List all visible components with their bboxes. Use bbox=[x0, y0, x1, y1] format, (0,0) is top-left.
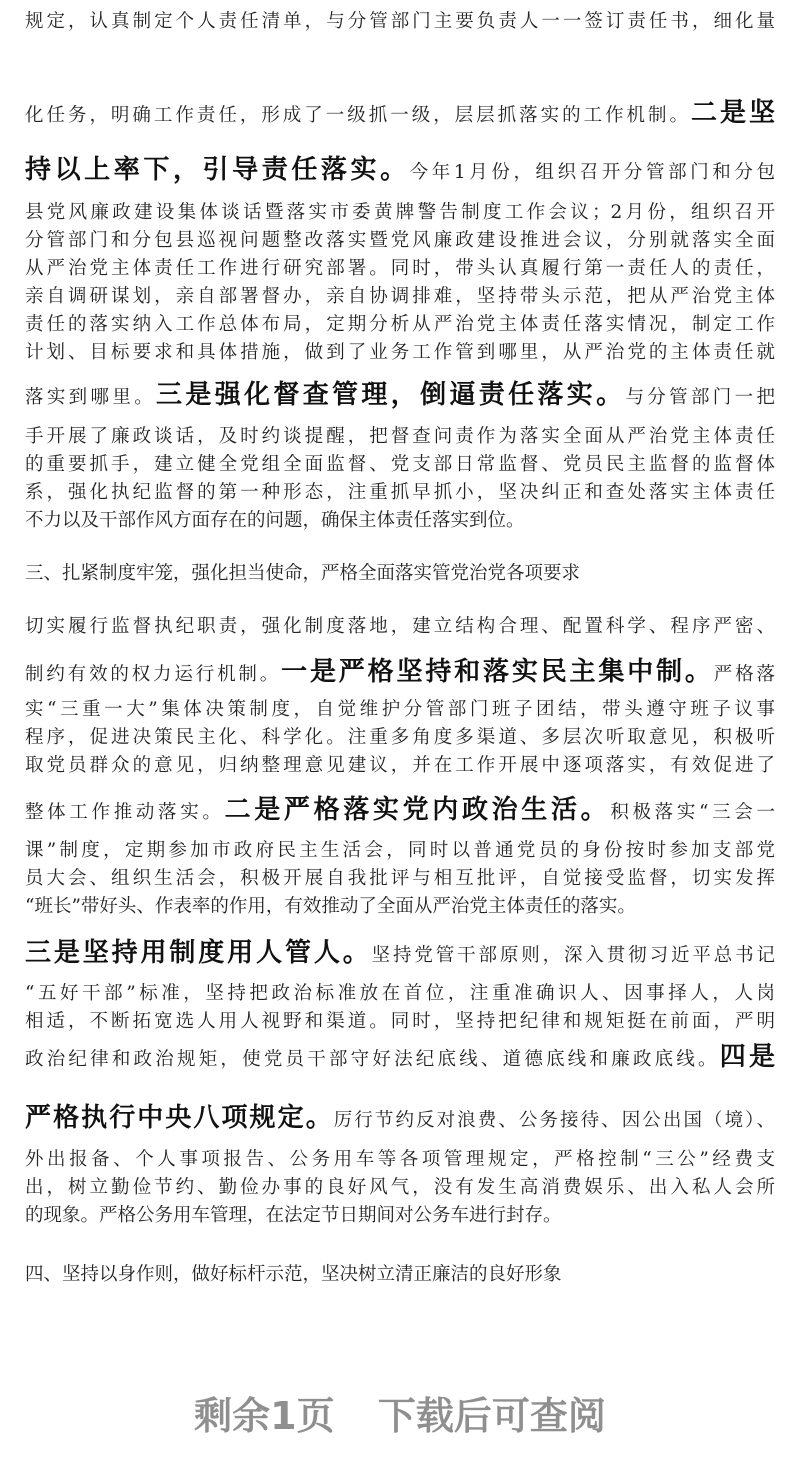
bold-key-point: 四是 bbox=[719, 1042, 775, 1072]
body-text: 四、坚持以身作则，做好标杆示范，坚决树立清正廉洁的良好形象 bbox=[25, 1264, 562, 1285]
paragraph-line bbox=[25, 890, 775, 924]
bold-key-point: 二是严格落实党内政治生活。 bbox=[224, 795, 611, 825]
body-text: 相适，不断拓宽选人用人视野和渠道。同时，坚持把纪律和规矩挺在前面，严明 bbox=[25, 1011, 775, 1032]
paragraph-line bbox=[25, 749, 775, 783]
bold-key-point: 三是坚持用制度用人管人。 bbox=[25, 938, 372, 968]
body-text: 今年1月份，组织召开分管部门和分包 bbox=[409, 162, 775, 183]
body-text: 县党风廉政建设集体谈话暨落实市委黄牌警告制度工作会议；2月份，组织召开 bbox=[25, 202, 775, 223]
body-text: 三、扎紧制度牢笼，强化担当使命，严格全面落实管党治党各项要求 bbox=[25, 563, 581, 584]
body-text: 厉行节约反对浪费、公务接待、因公出国（境）、 bbox=[333, 1110, 775, 1131]
bold-key-point: 三是强化督查管理，倒逼责任落实。 bbox=[156, 380, 626, 410]
paragraph-line bbox=[25, 336, 775, 370]
body-text: 与分管部门一把 bbox=[625, 387, 775, 408]
paragraph-line bbox=[25, 5, 775, 39]
body-text: 化任务，明确工作责任，形成了一级抓一级，层层抓落实的工作机制。 bbox=[25, 105, 692, 126]
body-text: 程序，促进决策民主化、科学化。注重多角度多渠道、多层次听取意见，积极听 bbox=[25, 727, 775, 748]
paragraph-line bbox=[25, 1040, 775, 1074]
body-text: 落实到哪里。 bbox=[25, 387, 157, 408]
paragraph-line bbox=[25, 610, 775, 644]
paragraph-line bbox=[25, 1005, 775, 1039]
body-text: “班长”带好头、作表率的作用，有效推动了全面从严治党主体责任的落实。 bbox=[25, 896, 636, 917]
bold-key-point: 二是坚 bbox=[691, 98, 775, 128]
body-text: 的现象。严格公务用车管理，在法定节日期间对公务车进行封存。 bbox=[25, 1205, 562, 1226]
body-text: 的重要抓手，建立健全党组全面监督、党支部日常监督、党员民主监督的监督体 bbox=[25, 454, 775, 475]
body-text: 实“三重一大”集体决策制度，自觉维护分管部门班子团结，带头遵守班子议事 bbox=[25, 699, 775, 720]
body-text: 责任的落实纳入工作总体布局，定期分析从严治党主体责任落实情况，制定工作 bbox=[25, 314, 775, 335]
body-text: 课”制度，定期参加市政府民主生活会，同时以普通党员的身份按时参加支部党 bbox=[25, 840, 775, 861]
body-text: 员大会、组织生活会，积极开展自我批评与相互批评，自觉接受监督，切实发挥 bbox=[25, 868, 775, 889]
paragraph-line bbox=[25, 378, 775, 412]
body-text: 外出报备、个人事项报告、公务用车等各项管理规定，严格控制“三公”经费支 bbox=[25, 1149, 775, 1170]
body-text: 坚持党管干部原则，深入贯彻习近平总书记 bbox=[371, 945, 775, 966]
body-text: 分管部门和分包县巡视问题整改落实暨党风廉政建设推进会议，分别就落实全面 bbox=[25, 230, 775, 251]
body-text: 整体工作推动落实。 bbox=[25, 802, 225, 823]
paragraph-line bbox=[25, 936, 775, 970]
body-text: 制约有效的权力运行机制。 bbox=[25, 664, 282, 685]
section-heading bbox=[25, 557, 775, 591]
paragraph-line bbox=[25, 1101, 775, 1135]
paragraph-line bbox=[25, 504, 775, 538]
paragraph-line bbox=[25, 153, 775, 187]
body-text: 手开展了廉政谈话，及时约谈提醒，把督查问责作为落实全面从严治党主体责任 bbox=[25, 426, 775, 447]
bold-key-point: 持以上率下，引导责任落实。 bbox=[25, 155, 410, 185]
body-text: “五好干部”标准，坚持把政治标准放在首位，注重准确识人、因事择人，人岗 bbox=[25, 983, 775, 1004]
body-text: 出，树立勤俭节约、勤俭办事的良好风气，没有发生高消费娱乐、出入私人会所 bbox=[25, 1177, 775, 1198]
bold-key-point: 严格执行中央八项规定。 bbox=[25, 1103, 334, 1133]
body-text: 系，强化执纪监督的第一种形态，注重抓早抓小，坚决纠正和查处落实主体责任 bbox=[25, 482, 775, 503]
body-text: 切实履行监督执纪职责，强化制度落地，建立结构合理、配置科学、程序严密、 bbox=[25, 616, 775, 637]
body-text: 积极落实“三会一 bbox=[610, 802, 775, 823]
body-text: 严格落 bbox=[713, 664, 775, 685]
body-text: 从严治党主体责任工作进行研究部署。同时，带头认真履行第一责任人的责任， bbox=[25, 258, 775, 279]
body-text: 亲自调研谋划，亲自部署督办，亲自协调排难，坚持带头示范，把从严治党主体 bbox=[25, 286, 775, 307]
bold-key-point: 一是严格坚持和落实民主集中制。 bbox=[281, 657, 714, 687]
body-text: 规定，认真制定个人责任清单，与分管部门主要负责人一一签订责任书，细化量 bbox=[25, 11, 775, 32]
paragraph-line bbox=[25, 655, 775, 689]
remaining-pages-banner[interactable]: 剩余1页 下载后可查阅 bbox=[194, 1394, 606, 1438]
paragraph-line bbox=[25, 1199, 775, 1233]
body-text: 取党员群众的意见，归纳整理意见建议，并在工作开展中逐项落实，有效促进了 bbox=[25, 755, 775, 776]
body-text: 政治纪律和政治规矩，使党员干部守好法纪底线、道德底线和廉政底线。 bbox=[25, 1049, 720, 1070]
body-text: 计划、目标要求和具体措施，做到了业务工作管到哪里，从严治党的主体责任就 bbox=[25, 342, 775, 363]
section-heading bbox=[25, 1258, 775, 1292]
body-text: 不力以及干部作风方面存在的问题，确保主体责任落实到位。 bbox=[25, 510, 525, 531]
paragraph-line bbox=[25, 96, 775, 130]
paragraph-line bbox=[25, 793, 775, 827]
